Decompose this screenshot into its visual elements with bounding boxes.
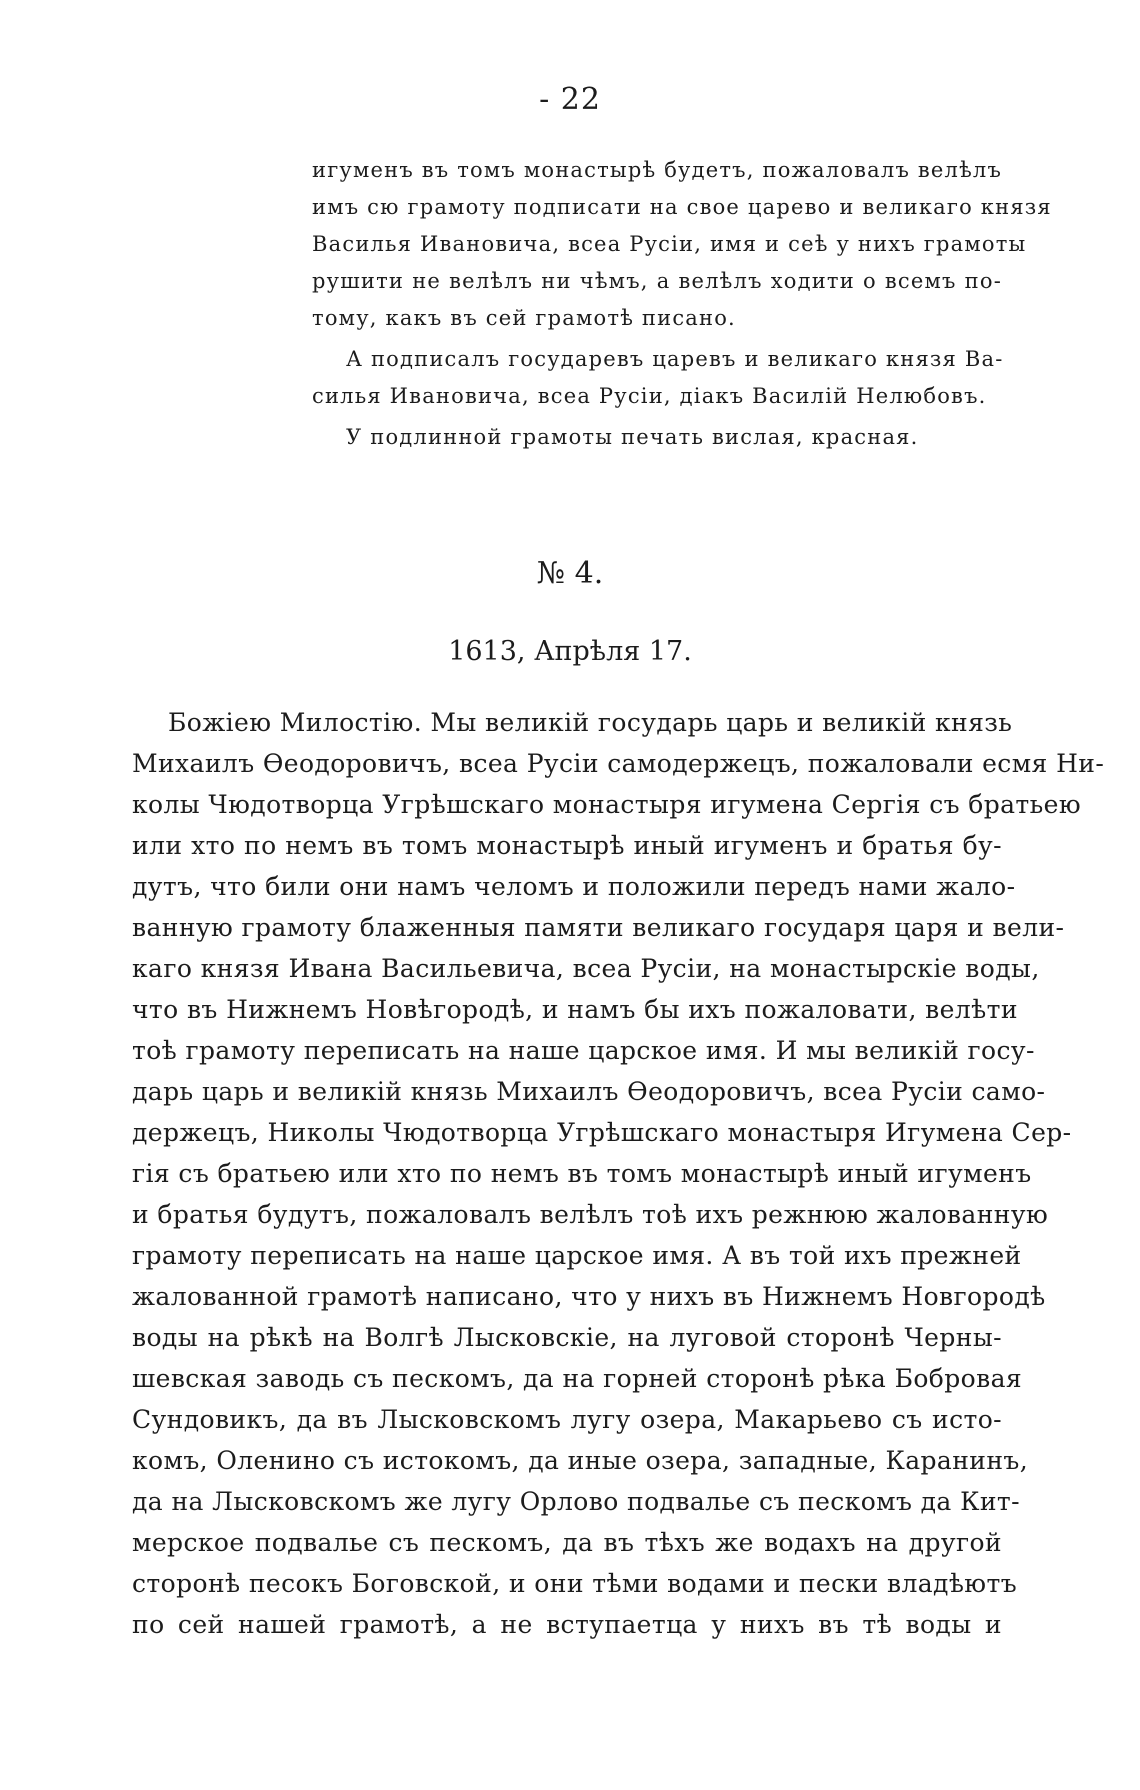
page-number: - 22 [539, 82, 601, 117]
seal-note: У подлинной грамоты печать вислая, красная. [346, 425, 919, 449]
text-line: сторонѣ песокъ Боговской, и они тѣми водами и пески владѣютъ [132, 1569, 1017, 1598]
previous-document-ending [312, 152, 1052, 456]
text-line: Божіею Милостію. Мы великій государь царь и великій князь [168, 708, 1013, 737]
text-line: и братья будутъ, пожаловалъ велѣлъ тоѣ ихъ режнюю жалованную [132, 1200, 1049, 1229]
text-line: грамоту переписать на наше царское имя. А въ той ихъ прежней [132, 1241, 1022, 1270]
text-line: воды на рѣкѣ на Волгѣ Лысковскіе, на луговой сторонѣ Черны- [132, 1323, 1002, 1352]
text-line: тоѣ грамоту переписать на наше царское имя. И мы великій госу- [132, 1036, 1035, 1065]
text-line: имъ сю грамоту подписати на свое царево и великаго князя [312, 195, 1052, 219]
text-line: Василья Ивановича, всеа Русіи, имя и сеѣ у нихъ грамоты [312, 232, 1027, 256]
text-line: дарь царь и великій князь Михаилъ Ѳеодоровичъ, всеа Русіи само- [132, 1077, 1046, 1106]
text-line: колы Чюдотворца Угрѣшскаго монастыря игумена Сергія съ братьею [132, 790, 1082, 819]
text-line: комъ, Оленино съ истокомъ, да иные озера, западные, Каранинъ, [132, 1446, 1029, 1475]
document-body [132, 702, 1105, 1645]
text-line: что въ Нижнемъ Новѣгородѣ, и намъ бы ихъ пожаловати, велѣти [132, 995, 1018, 1024]
text-line: игуменъ въ томъ монастырѣ будетъ, пожаловалъ велѣлъ [312, 158, 1003, 182]
text-line: да на Лысковскомъ же лугу Орлово подвалье съ пескомъ да Кит- [132, 1487, 1020, 1516]
text-line: Сундовикъ, да въ Лысковскомъ лугу озера, Макарьево съ исто- [132, 1405, 1002, 1434]
signature-line: силья Ивановича, всеа Русіи, діакъ Василій Нелюбовъ. [312, 384, 987, 408]
text-line: дутъ, что били они намъ челомъ и положили передъ нами жало- [132, 872, 1016, 901]
text-line: гія съ братьею или хто по немъ въ томъ монастырѣ иный игуменъ [132, 1159, 1032, 1188]
text-line: каго князя Ивана Васильевича, всеа Русіи, на монастырскіе воды, [132, 954, 1040, 983]
text-line: или хто по немъ въ томъ монастырѣ иный игуменъ и братья бу- [132, 831, 1002, 860]
text-line: рушити не велѣлъ ни чѣмъ, а велѣлъ ходити о всемъ по- [312, 269, 1002, 293]
signature-line: А подписалъ государевъ царевъ и великаго князя Ва- [346, 347, 1004, 371]
text-line: по сей нашей грамотѣ, а не вступаетца у нихъ въ тѣ воды и [132, 1610, 1002, 1639]
document-number: № 4. [536, 556, 604, 591]
text-line: шевская заводь съ пескомъ, да на горней сторонѣ рѣка Бобровая [132, 1364, 1023, 1393]
text-line: ванную грамоту блаженныя памяти великаго государя царя и вели- [132, 913, 1065, 942]
document-date: 1613, Апрѣля 17. [448, 636, 692, 667]
text-line: мерское подвалье съ пескомъ, да въ тѣхъ же водахъ на другой [132, 1528, 1002, 1557]
text-line: Михаилъ Ѳеодоровичъ, всеа Русіи самодержецъ, пожаловали есмя Ни- [132, 749, 1105, 778]
text-line: держецъ, Николы Чюдотворца Угрѣшскаго монастыря Игумена Сер- [132, 1118, 1072, 1147]
text-line: тому, какъ въ сей грамотѣ писано. [312, 306, 736, 330]
text-line: жалованной грамотѣ написано, что у нихъ въ Нижнемъ Новгородѣ [132, 1282, 1046, 1311]
